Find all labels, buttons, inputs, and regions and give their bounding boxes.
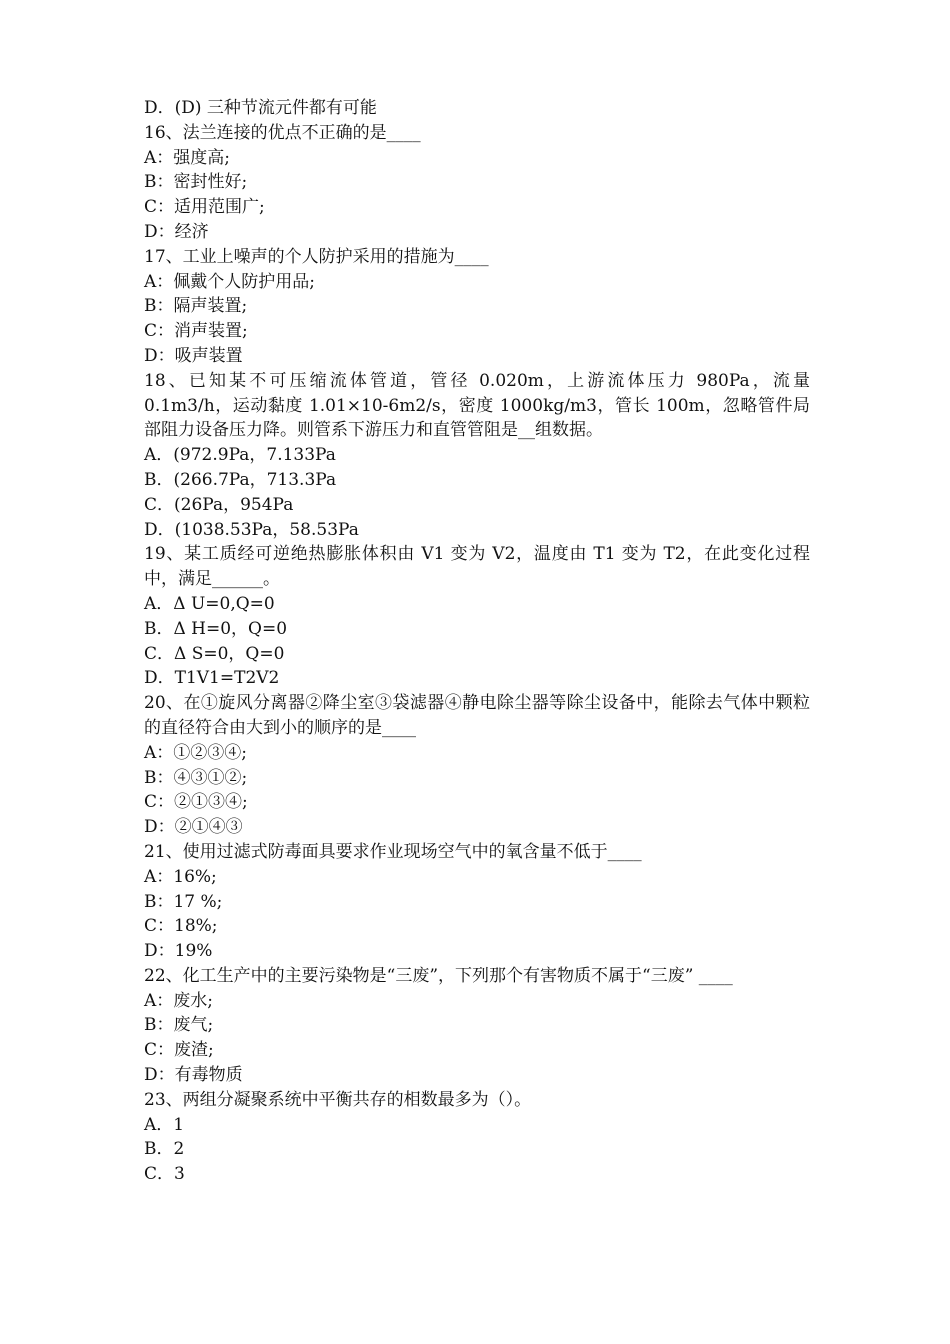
text-line: A．Δ U=0,Q=0 xyxy=(144,593,275,614)
text-line: B．Δ H=0，Q=0 xyxy=(144,618,288,639)
text-line: D：吸声装置 xyxy=(144,345,243,366)
document-body xyxy=(144,96,810,1187)
text-line: A：强度高; xyxy=(144,147,231,168)
text-line: A：废水; xyxy=(144,990,214,1011)
text-line: B．2 xyxy=(144,1139,185,1160)
text-line: A：①②③④; xyxy=(144,742,248,763)
text-line: 21、使用过滤式防毒面具要求作业现场空气中的氧含量不低于____ xyxy=(144,841,642,862)
text-line: D：经济 xyxy=(144,221,209,242)
text-line: B：④③①②; xyxy=(144,767,248,788)
text-line: A．1 xyxy=(144,1114,185,1135)
text-line: 16、法兰连接的优点不正确的是____ xyxy=(144,122,421,143)
text-line: C：18%; xyxy=(144,916,218,937)
text-line: D．(D) 三种节流元件都有可能 xyxy=(144,98,377,118)
text-line: B：17 %; xyxy=(144,891,223,912)
text-line: B：密封性好; xyxy=(144,172,248,193)
text-line: C．(26Pa，954Pa xyxy=(144,494,294,515)
text-line: D．(1038.53Pa，58.53Pa xyxy=(144,519,359,540)
text-line: D．T1V1=T2V2 xyxy=(144,668,280,689)
text-line: C：废渣; xyxy=(144,1040,214,1061)
text-line: 23、两组分凝聚系统中平衡共存的相数最多为（）。 xyxy=(144,1089,532,1110)
text-line: C．Δ S=0，Q=0 xyxy=(144,643,285,664)
text-line: B：隔声装置; xyxy=(144,296,248,317)
text-line: C．3 xyxy=(144,1164,185,1185)
text-line: 20、在①旋风分离器②降尘室③袋滤器④静电除尘器等除尘设备中，能除去气体中颗粒的直径符合由大到小的顺序的是____ xyxy=(144,693,810,738)
text-line: 22、化工生产中的主要污染物是“三废”，下列那个有害物质不属于“三废” ____ xyxy=(144,965,733,986)
text-line: A：佩戴个人防护用品; xyxy=(144,271,316,292)
text-line: 19、某工质经可逆绝热膨胀体积由 V1 变为 V2，温度由 T1 变为 T2，在此变化过程中，满足______。 xyxy=(144,544,810,590)
text-line: D：19% xyxy=(144,941,213,962)
text-line: B．(266.7Pa，713.3Pa xyxy=(144,469,337,490)
text-line: 18、已知某不可压缩流体管道，管径 0.020m，上游流体压力 980Pa，流量 0.1m3/h，运动黏度 1.01×10-6m2/s，密度 1000kg/m3，管长 100m，忽略管件局部阻力设备压力降。则管系下游压力和直管管阻是__组数据。 xyxy=(144,370,810,441)
text-line: A：16%; xyxy=(144,866,217,887)
text-line: C：消声装置; xyxy=(144,321,248,342)
question-list xyxy=(144,96,810,1187)
text-line: D：有毒物质 xyxy=(144,1065,243,1086)
text-line: C：适用范围广; xyxy=(144,197,265,218)
text-line: A．(972.9Pa，7.133Pa xyxy=(144,445,336,466)
text-line: D：②①④③ xyxy=(144,817,243,838)
text-line: C：②①③④; xyxy=(144,792,248,813)
text-line: 17、工业上噪声的个人防护采用的措施为____ xyxy=(144,246,489,267)
text-line: B：废气; xyxy=(144,1015,214,1036)
